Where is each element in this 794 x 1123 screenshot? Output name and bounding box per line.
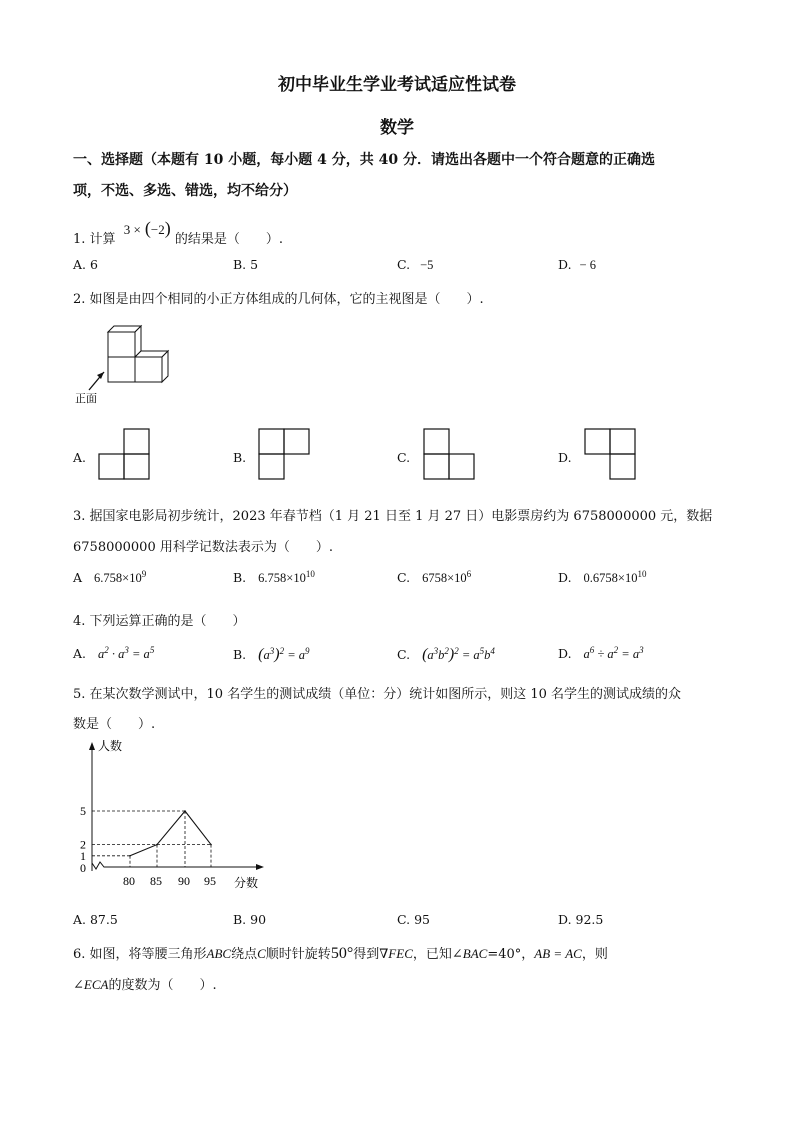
q2-option-a[interactable]: A. [73,450,87,465]
q5-option-a[interactable]: A. 87.5 [73,912,118,927]
q1-paren-open: ( [144,218,151,238]
question-5-line1: 5. 在某次数学测试中，10 名学生的测试成绩（单位：分）统计如图所示，则这 10 名学生的测试成绩的众 [73,687,682,702]
q2-option-d[interactable]: D. [558,450,572,465]
q2-option-c[interactable]: C. [397,450,411,465]
q6-bac: BAC [462,946,488,961]
q6-ab-ac: AB = AC [534,946,582,961]
q1-option-d[interactable] [558,257,596,273]
q1-tail: 的结果是（ ）. [174,232,284,247]
q1-option-c-value: −5 [420,258,434,272]
q6-text-a: 6. 如图，将等腰三角形 [73,947,207,962]
cube-top-front [108,332,135,357]
q2-option-d-figure [584,428,638,482]
y-axis-arrow [89,742,95,750]
y-tick-label-5: 5 [80,804,86,818]
question-5-line2: 数是（ ）. [73,717,156,732]
x-tick-label-80: 80 [123,874,135,888]
q3-option-d-base: 0.6758×10 [583,571,638,585]
q3-option-b-base: 6.758×10 [258,571,306,585]
q4-option-b-label: B. [233,647,247,662]
q3-option-b[interactable] [233,570,315,586]
question-6-line1 [73,943,608,963]
q6-fec: ∇FEC [379,946,413,961]
q3-option-c[interactable] [397,570,471,586]
q1-option-d-label: D. [558,257,572,272]
q6-text-m: ，则 [581,947,608,962]
q2-option-b[interactable]: B. [233,450,247,465]
question-3-line2: 6758000000 用科学记数法表示为（ ）. [73,540,333,555]
q4-option-a[interactable] [73,646,154,662]
q6-angle: 50° [330,945,354,962]
data-point-90 [184,810,186,812]
q6-text-c: 绕点 [231,947,258,962]
q3-option-c-base: 6758×10 [422,571,467,585]
q6-text-i: ，已知∠ [412,947,463,962]
q2-option-c-figure [423,428,477,482]
q1-option-d-value: − 6 [579,258,596,272]
y-tick-label-2: 2 [80,837,86,852]
q6-abc: ABC [206,946,232,961]
q6-eca: ECA [83,977,109,992]
q6-text-e: 顺时针旋转 [265,947,331,962]
question-4: 4. 下列运算正确的是（ ） [73,614,246,629]
q4-option-b[interactable] [233,646,310,664]
q4-option-d[interactable] [558,646,644,662]
q5-option-b[interactable]: B. 90 [233,912,267,927]
q4-option-a-label: A. [73,646,87,661]
q1-prefix: 1. 计算 [73,232,116,247]
score-line-chart [70,738,270,898]
axis-break [92,862,106,869]
q6-text-tail: 的度数为（ ）. [108,978,217,993]
x-axis-arrow [256,864,264,870]
x-tick-label-90: 90 [178,874,190,888]
q3-option-d-label: D. [558,570,572,585]
q4-option-c[interactable] [397,646,495,664]
q3-option-a[interactable] [73,570,146,586]
q2-option-a-figure [98,428,152,482]
q4-option-d-expr: $a^6 \div a^2 = a^3$ [583,644,644,661]
q3-option-a-base: 6.758×10 [94,571,142,585]
q1-option-c-label: C. [397,257,411,272]
q6-text-g: 得到 [353,947,380,962]
q5-option-d[interactable]: D. 92.5 [558,912,604,927]
data-point-95 [210,844,212,846]
question-6-line2 [73,974,217,993]
question-3-line1: 3. 据国家电影局初步统计，2023 年春节档（1 月 21 日至 1 月 27 日）电影票房约为 6758000000 元，数据 [73,509,713,524]
q4-option-b-expr: $(a^3)^2 = a^9$ [258,645,310,663]
section-heading-line2: 项，不选、多选、错选，均不给分） [73,183,297,199]
front-label: 正面 [75,392,97,405]
q1-option-a[interactable]: A. 6 [73,257,98,272]
q2-cube-figure [72,318,182,408]
q4-option-a-expr: $a^2 \cdot a^3 = a^5$ [98,644,155,661]
cube-right-front [135,357,162,382]
y-tick-label-1: 1 [80,848,86,863]
q3-option-d[interactable] [558,570,646,586]
subject-title: 数学 [380,118,414,138]
section-heading-line1: 一、选择题（本题有 10 小题，每小题 4 分，共 40 分．请选出各题中一个符合题意的正确选 [73,152,655,168]
q3-option-a-exp: 9 [141,568,147,579]
q3-option-b-exp: 10 [305,568,315,579]
q1-paren-close: ) [164,218,171,238]
y-tick-label-0: 0 [80,861,86,875]
q1-option-b[interactable]: B. 5 [233,257,259,272]
q3-option-d-exp: 10 [637,568,647,579]
data-point-80 [129,855,131,857]
question-2: 2. 如图是由四个相同的小正方体组成的几何体，它的主视图是（ ）. [73,292,484,307]
x-tick-label-85: 85 [150,874,162,888]
q3-option-c-label: C. [397,570,411,585]
q4-option-c-label: C. [397,647,411,662]
q1-expr-b: −2 [150,222,165,237]
q1-expr-a: 3 × [123,222,141,237]
series-line [130,811,211,856]
q1-option-c[interactable] [397,257,433,273]
q6-text-k: =40°， [487,947,535,962]
q4-option-c-expr: $(a^3b^2)^2 = a^5b^4$ [422,645,495,663]
q3-option-c-exp: 6 [466,568,472,579]
cube-front [108,357,135,382]
data-point-85 [156,844,158,846]
q6-angle-sign: ∠ [73,978,84,993]
x-axis-label: 分数 [234,876,259,890]
question-1 [73,218,284,248]
q2-option-b-figure [258,428,312,482]
q3-option-a-label: A [73,570,83,585]
x-tick-label-95: 95 [204,874,216,888]
q5-option-c[interactable]: C. 95 [397,912,430,927]
q4-option-d-label: D. [558,646,572,661]
q3-option-b-label: B. [233,570,247,585]
y-axis-label: 人数 [98,739,123,753]
exam-title: 初中毕业生学业考试适应性试卷 [278,75,516,95]
q6-point-c: C [257,946,266,961]
